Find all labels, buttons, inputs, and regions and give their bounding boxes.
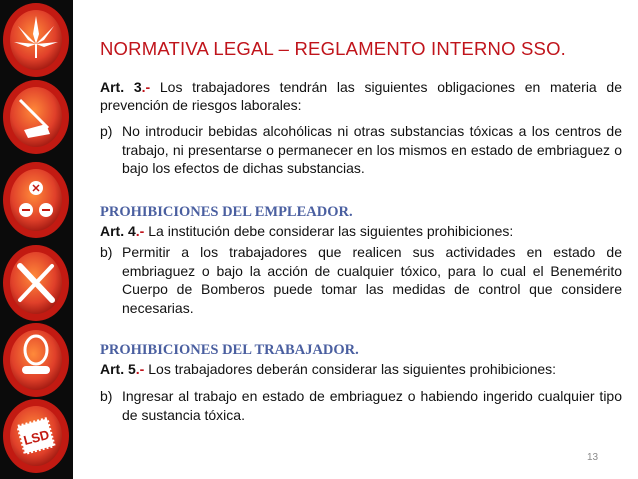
art5-item-marker: b) <box>100 388 113 404</box>
syringe-pills-icon <box>3 80 69 154</box>
art4-item-text: Permitir a los trabajadores que realicen sus actividades en estado de embriaguez o bajo la acción de cualquier tóxico, para lo cual el Benemérito Cuerpo de Bomberos puede tomar las medidas de control que considere necesarias. <box>122 244 622 316</box>
section-heading-worker: PROHIBICIONES DEL TRABAJADOR. <box>100 342 359 358</box>
art5-label: Art. 5.- <box>100 361 145 377</box>
alcohol-bottle-icon <box>3 323 69 397</box>
drug-icons-strip <box>0 0 73 479</box>
art5-item-text: Ingresar al trabajo en estado de embriaguez o habiendo ingerido cualquier tipo de sustancia tóxica. <box>122 388 622 423</box>
art5-text: Los trabajadores deberán considerar las siguientes prohibiciones: <box>144 361 557 377</box>
art3-text: Los trabajadores tendrán las siguientes obligaciones en materia de prevención de riesgos laborales: <box>100 79 622 113</box>
art3-paragraph <box>100 78 622 114</box>
section-heading-employer: PROHIBICIONES DEL EMPLEADOR. <box>100 204 353 220</box>
art5-item <box>100 387 622 424</box>
pills-icon <box>3 162 69 238</box>
art3-item-marker: p) <box>100 123 113 139</box>
lsd-stamp-icon <box>3 399 69 473</box>
art4-label: Art. 4.- <box>100 223 145 239</box>
art3-item-text: No introducir bebidas alcohólicas ni otras substancias tóxicas a los centros de trabajo, ni presentarse o permanecer en los mismos en estado de embriaguez o bajo los efectos de dichas substancias. <box>122 123 622 177</box>
art4-text: La institución debe considerar las siguientes prohibiciones: <box>144 223 514 239</box>
lsd-stamp-label: LSD <box>21 426 51 449</box>
art4-paragraph <box>100 222 622 240</box>
art3-item <box>100 122 622 178</box>
page-title: NORMATIVA LEGAL – REGLAMENTO INTERNO SSO. <box>100 38 567 59</box>
crossed-syringe-icon <box>3 245 69 321</box>
art4-item-marker: b) <box>100 244 113 260</box>
cannabis-leaf-icon <box>3 3 69 77</box>
art4-item <box>100 243 622 317</box>
art3-label: Art. 3.- <box>100 79 151 95</box>
sidebar <box>0 0 73 479</box>
art5-paragraph <box>100 360 622 378</box>
page-number: 13 <box>587 452 599 463</box>
